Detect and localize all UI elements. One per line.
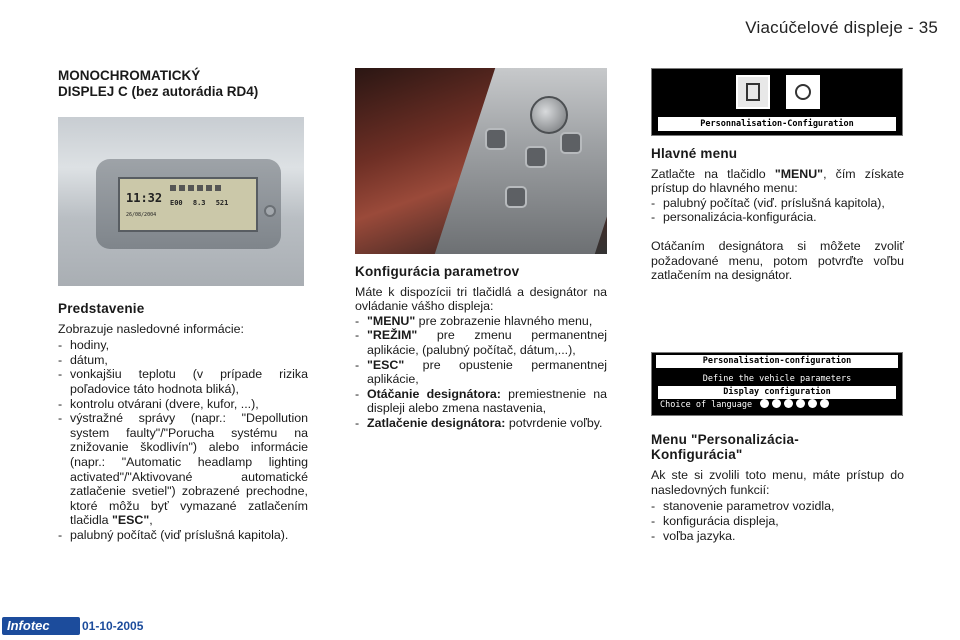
section-predstavenie xyxy=(58,302,308,543)
list-item: - konfigurácia displeja, xyxy=(651,514,904,529)
display-time: 11:32 xyxy=(126,191,163,205)
section-title: Predstavenie xyxy=(58,301,145,316)
function-list xyxy=(651,499,904,543)
display-warning-icons xyxy=(170,185,250,193)
language-flag-icon xyxy=(784,399,793,408)
language-flag-icon xyxy=(772,399,781,408)
language-flag-icon xyxy=(760,399,769,408)
list-item: - dátum, xyxy=(58,353,308,368)
trip-computer-icon xyxy=(736,75,770,109)
screen-line-selected: Display configuration xyxy=(658,386,896,399)
interior-controls-photo xyxy=(355,68,607,254)
designator-knob-icon xyxy=(530,96,568,134)
display-screen xyxy=(118,177,258,232)
list-item: - Zatlačenie designátora: potvrdenie voľby. xyxy=(355,416,607,431)
list-item: - voľba jazyka. xyxy=(651,529,904,544)
intro-text: Zobrazuje nasledovné informácie: xyxy=(58,321,244,336)
screen-line: Define the vehicle parameters xyxy=(702,374,852,384)
main-title xyxy=(58,68,308,100)
control-button-icon xyxy=(560,132,582,154)
list-item: - "MENU" pre zobrazenie hlavného menu, xyxy=(355,314,607,329)
language-flag-icon xyxy=(808,399,817,408)
list-item: - personalizácia-konfigurácia. xyxy=(651,210,904,225)
column-left xyxy=(58,68,308,100)
section-text: Zatlačte na tlačidlo "MENU", čím získate prístup do hlavného menu: xyxy=(651,166,904,196)
language-flag-icon xyxy=(820,399,829,408)
intro-text: Máte k dispozícii tri tlačidlá a designátor na ovládanie vášho displeja: xyxy=(355,284,607,314)
screen-title: Personalisation-configuration xyxy=(656,355,898,368)
note-text: Otáčaním designátora si môžete zvoliť požadované menu, potom potvrďte voľbu zatlačením na designátor. xyxy=(651,238,904,283)
personalisation-screen xyxy=(651,352,903,416)
section-konfiguracia xyxy=(355,265,607,431)
section-personalizacia xyxy=(651,433,904,543)
screen-line: Choice of language xyxy=(658,399,896,412)
list-item: - výstražné správy (napr.: "Depollution system faulty"/"Porucha systému na znižovanie škodlivín") alebo informácie (napr.: "Automatic headlamp lighting activated"/"Aktivované automatické zatlačenie svetiel") zobrazené prechodne, ktoré môžu byť vymazané zatlačením tlačidla "ESC", xyxy=(58,411,308,528)
list-item: - "ESC" pre opustenie permanentnej aplikácie, xyxy=(355,358,607,387)
info-list xyxy=(58,338,308,542)
intro-text: Ak ste si zvolili toto menu, máte prístup do nasledovných funkcií: xyxy=(651,468,904,497)
center-console xyxy=(435,68,607,254)
page-title: Viacúčelové displeje - 35 xyxy=(745,18,938,37)
section-title: Hlavné menu xyxy=(651,146,738,161)
main-menu-bar: Personnalisation-Configuration xyxy=(658,117,896,131)
footer xyxy=(2,617,143,635)
list-item: - palubný počítač (viď príslušná kapitola). xyxy=(58,528,308,543)
main-menu-screen xyxy=(651,68,903,136)
list-item: - stanovenie parametrov vozidla, xyxy=(651,499,904,514)
list-item: - Otáčanie designátora: premiestnenie na displeji alebo zmena nastavenia, xyxy=(355,387,607,416)
list-item: - kontrolu otvárani (dvere, kufor, ...), xyxy=(58,397,308,412)
settings-icon xyxy=(786,75,820,109)
section-hlavne-menu xyxy=(651,147,904,283)
main-title-line1: MONOCHROMATICKÝ xyxy=(58,68,201,83)
list-item: - palubný počítač (viď. príslušná kapitola), xyxy=(651,196,904,211)
section-title: Menu "Personalizácia- Konfigurácia" xyxy=(651,432,799,462)
dashboard-display-photo xyxy=(58,117,304,286)
infotec-logo: Infotec xyxy=(2,617,80,635)
list-item: - "REŽIM" pre zmenu permanentnej aplikácie, (palubný počítač, dátum,...), xyxy=(355,328,607,357)
control-button-icon xyxy=(505,186,527,208)
language-flag-icon xyxy=(796,399,805,408)
section-title: Konfigurácia parametrov xyxy=(355,264,520,279)
button-list xyxy=(355,314,607,431)
control-button-icon xyxy=(485,128,507,150)
display-knob-icon xyxy=(264,205,276,217)
footer-date: 01-10-2005 xyxy=(82,619,144,633)
list-item: - hodiny, xyxy=(58,338,308,353)
menu-list xyxy=(651,196,904,225)
display-values: E00 8.3 521 xyxy=(170,199,229,207)
list-item: - vonkajšiu teplotu (v prípade rizika poľadovice táto hodnota bliká), xyxy=(58,367,308,396)
display-date: 26/08/2004 xyxy=(126,212,157,218)
control-button-icon xyxy=(525,146,547,168)
main-title-line2: DISPLEJ C (bez autorádia RD4) xyxy=(58,84,259,99)
